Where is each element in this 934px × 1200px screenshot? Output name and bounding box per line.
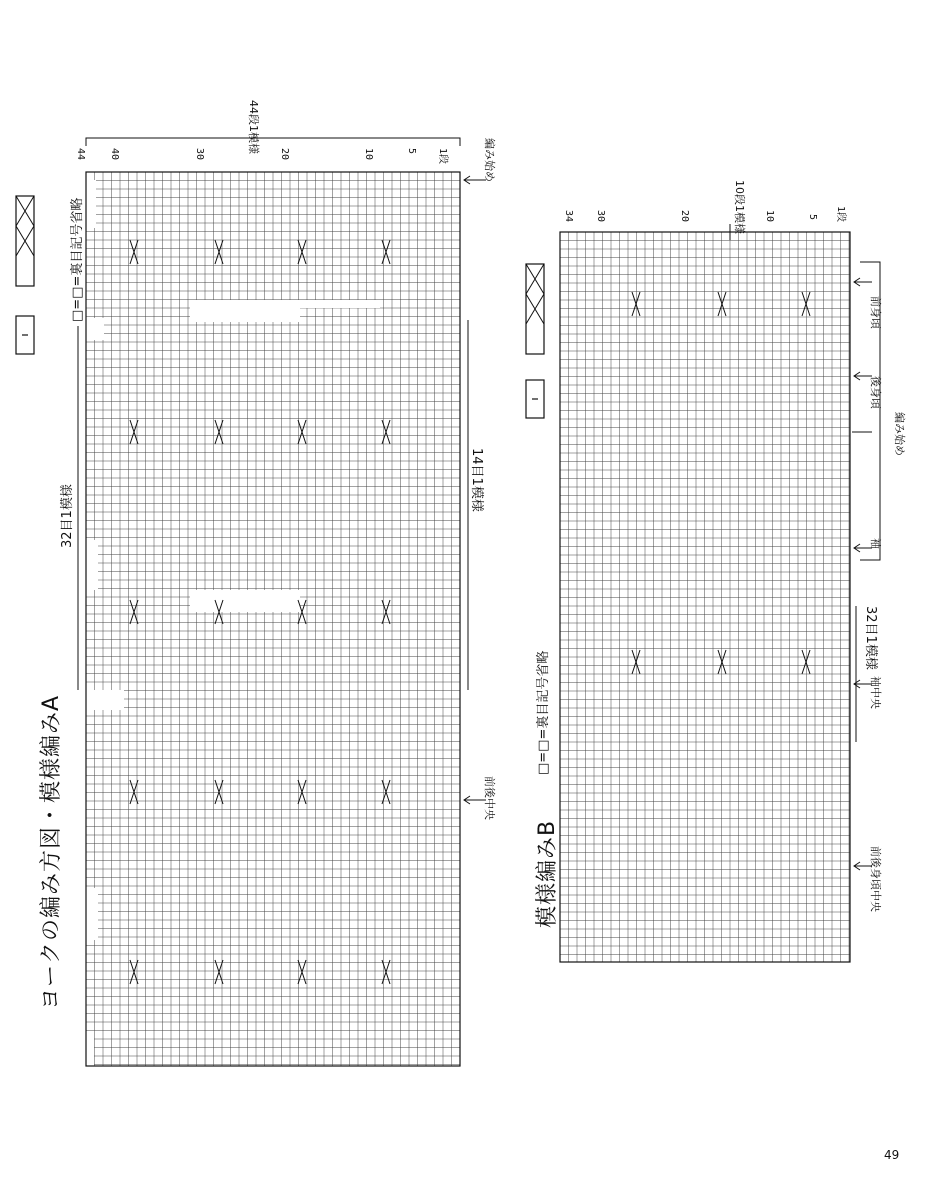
chart-a-cable-4-2 [298,960,306,984]
chart-a-cable-0-2 [298,240,306,264]
chart-a-note: □=□=裏目記号省略 [70,197,85,322]
chart-b-row-34: 34 [563,210,574,223]
chart-b-repeat-32: 32目1模様 [863,606,878,670]
chart-b-row-20: 20 [679,210,690,223]
chart-a-blank-1 [86,318,104,340]
chart-a-start-label: 編み始め [483,138,496,182]
chart-a-cable-2-3 [382,600,390,624]
chart-a-title: ヨークの編み方図・模様編みA [39,694,64,1010]
chart-a-blank-3 [86,690,124,710]
chart-b-row-10: 10 [764,210,775,223]
chart-a-blank-0 [86,180,96,228]
chart-a-blank-4 [86,888,98,940]
chart-a-blank-8 [300,300,380,308]
chart-a-blank-6 [190,300,300,322]
chart-a-blank-7 [190,590,300,612]
chart-a-blank-2 [86,540,98,590]
chart-b-row-label: 10段1模様 [733,180,746,234]
chart-a-cable-4-3 [382,960,390,984]
chart-a-repeat-14: 14目1模様 [469,448,484,512]
chart-b-cable-1-1 [718,650,726,674]
chart-a-cable-3-3 [382,780,390,804]
chart-a-blank-5 [86,1036,94,1066]
chart-a-row-5: 5 [406,148,417,155]
chart-b-row-5: 5 [807,214,818,221]
chart-b-center-label: 前後身頃中央 [869,846,882,912]
chart-b-cable-0-2 [802,292,810,316]
chart-b-cable-0-1 [718,292,726,316]
chart-a-row-20: 20 [279,148,290,161]
chart-b-cable-1-2 [802,650,810,674]
chart-a-row-30: 30 [194,148,205,161]
chart-b-start-label: 編み始め [893,412,906,456]
chart-a-cable-3-2 [298,780,306,804]
chart-a-cable-0-3 [382,240,390,264]
page-number: 49 [884,1148,900,1162]
chart-b-front-label: 前身頃 [869,296,882,329]
chart-a-row-40: 40 [109,148,120,161]
chart-b-sleeve-center: 袖中央 [869,676,882,709]
chart-a-repeat-32: 32目1模様 [60,484,75,548]
chart-a-row-10: 10 [363,148,374,161]
chart-b-title: 模様編みB [535,819,560,928]
chart-a-cable-1-2 [298,420,306,444]
chart-b-cable-1-0 [632,650,640,674]
chart-a-row-brace [86,138,460,146]
chart-b-row-1: 1段 [835,206,846,223]
chart-b-row-30: 30 [595,210,606,223]
chart-a-row-label: 44段1模様 [247,100,260,154]
chart-a-center-label: 前後中央 [483,776,496,820]
chart-b-arrow-front [854,278,872,286]
chart-b-sleeve-label: 袖 [869,538,882,549]
chart-b-note: □=□=裏目記号省略 [536,650,551,775]
chart-b-cable-0-0 [632,292,640,316]
chart-a-row-1: 1段 [437,148,448,165]
chart-a-cable-1-3 [382,420,390,444]
chart-b-grid [560,232,850,962]
chart-a-row-44: 44 [75,148,86,161]
chart-b-back-label: 後身頃 [869,376,882,409]
